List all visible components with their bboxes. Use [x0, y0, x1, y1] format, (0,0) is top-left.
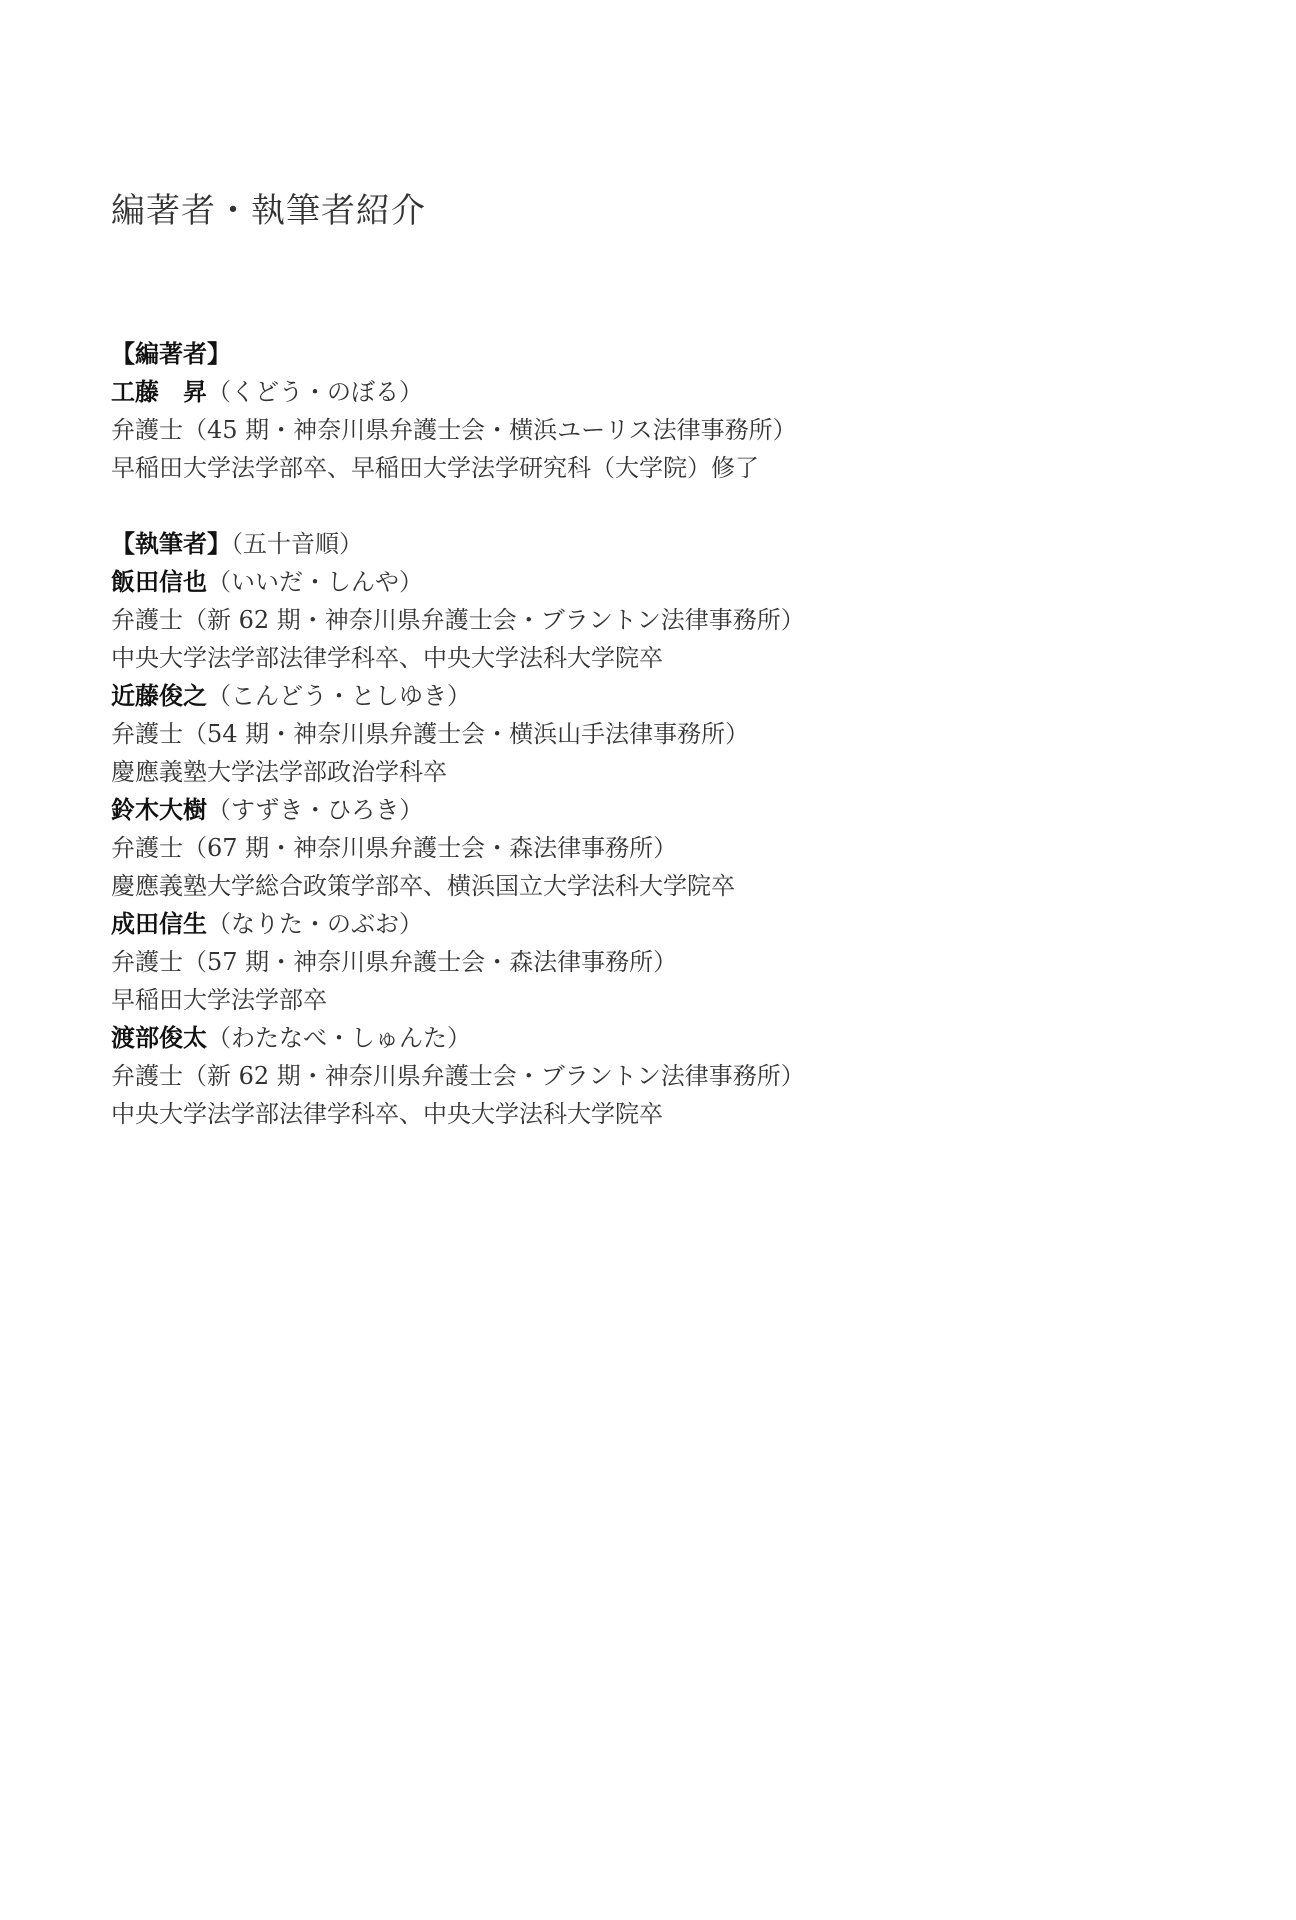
- person-education: 中央大学法学部法律学科卒、中央大学法科大学院卒: [111, 1100, 663, 1128]
- profiles-content: [111, 335, 1211, 1133]
- writers-heading: 【執筆者】: [111, 529, 231, 558]
- person-position: 弁護士（67 期・神奈川県弁護士会・森法律事務所）: [111, 834, 678, 862]
- writer-profile: [111, 677, 1211, 791]
- person-name-line: [111, 1019, 1211, 1057]
- person-reading: （くどう・のぼる）: [207, 378, 423, 406]
- person-reading: （なりた・のぶお）: [207, 910, 423, 938]
- person-education: 慶應義塾大学総合政策学部卒、横浜国立大学法科大学院卒: [111, 872, 735, 900]
- person-position: 弁護士（57 期・神奈川県弁護士会・森法律事務所）: [111, 948, 678, 976]
- editors-heading: 【編著者】: [111, 339, 231, 368]
- person-name-line: [111, 791, 1211, 829]
- person-name-line: [111, 677, 1211, 715]
- person-name: 鈴木大樹: [111, 795, 207, 824]
- writer-profile: [111, 1019, 1211, 1133]
- person-education: 早稲田大学法学部卒: [111, 986, 327, 1014]
- person-name: 飯田信也: [111, 567, 207, 596]
- person-position: 弁護士（54 期・神奈川県弁護士会・横浜山手法律事務所）: [111, 720, 750, 748]
- writers-order-note: （五十音順）: [231, 530, 363, 558]
- person-name: 工藤 昇: [111, 377, 207, 406]
- person-position: 弁護士（新 62 期・神奈川県弁護士会・ブラントン法律事務所）: [111, 606, 805, 634]
- person-reading: （いいだ・しんや）: [207, 568, 423, 596]
- person-reading: （すずき・ひろき）: [207, 796, 424, 824]
- person-reading: （わたなべ・しゅんた）: [207, 1024, 471, 1052]
- person-name: 渡部俊太: [111, 1023, 207, 1052]
- person-position: 弁護士（45 期・神奈川県弁護士会・横浜ユーリス法律事務所）: [111, 416, 797, 444]
- editors-section: [111, 335, 1211, 487]
- person-name-line: [111, 905, 1211, 943]
- editor-profile: [111, 373, 1211, 487]
- writer-profile: [111, 791, 1211, 905]
- person-name-line: [111, 563, 1211, 601]
- page-title: 編著者・執筆者紹介: [111, 191, 426, 231]
- writers-section: [111, 525, 1211, 1133]
- writers-heading-line: [111, 525, 1211, 563]
- person-education: 早稲田大学法学部卒、早稲田大学法学研究科（大学院）修了: [111, 454, 759, 482]
- person-education: 慶應義塾大学法学部政治学科卒: [111, 758, 447, 786]
- writer-profile: [111, 563, 1211, 677]
- person-name-line: [111, 373, 1211, 411]
- writer-profile: [111, 905, 1211, 1019]
- person-name: 成田信生: [111, 909, 207, 938]
- person-reading: （こんどう・としゆき）: [207, 682, 471, 710]
- person-name: 近藤俊之: [111, 681, 207, 710]
- person-position: 弁護士（新 62 期・神奈川県弁護士会・ブラントン法律事務所）: [111, 1062, 805, 1090]
- person-education: 中央大学法学部法律学科卒、中央大学法科大学院卒: [111, 644, 663, 672]
